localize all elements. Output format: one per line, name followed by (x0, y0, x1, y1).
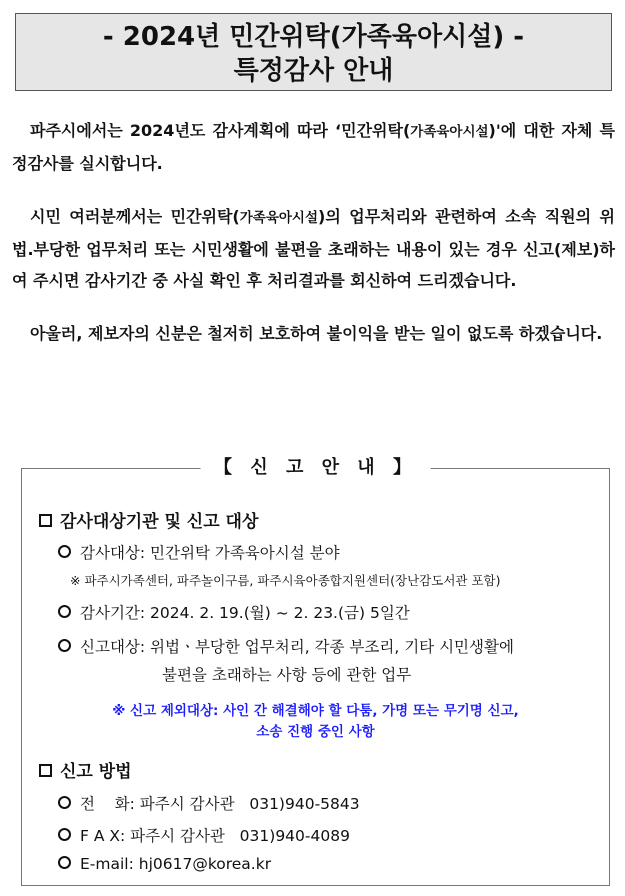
target-text: 감사대상: 민간위탁 가족육아시설 분야 (80, 544, 340, 562)
checkbox-square-icon (39, 514, 52, 527)
p2-text-c: )의 업무처리와 관련하여 소속 직원의 위법.부당한 업무처리 또는 시민생활에 불편을 초래하는 내용이 있는 경우 신고(제보)하여 주시면 감사기간 중 사실 확인 후 처리결과를 회신하여 드리겠습니다. (12, 207, 615, 290)
p2-text-a: 시민 여러분께서는 민간위탁( (30, 207, 240, 226)
target-note: ※ 파주시가족센터, 파주놀이구름, 파주시육아종합지원센터(장난감도서관 포함) (70, 573, 501, 588)
section-report-method (39, 757, 132, 782)
report-guide-box (21, 457, 610, 886)
circle-bullet-icon (58, 856, 71, 869)
item-target (58, 541, 340, 563)
section-2-label: 신고 방법 (60, 762, 132, 782)
scope-text-1: 신고대상: 위법ㆍ부당한 업무처리, 각종 부조리, 기타 시민생활에 (80, 638, 514, 656)
circle-bullet-icon (58, 828, 71, 841)
item-period (58, 601, 410, 623)
period-text: 감사기간: 2024. 2. 19.(월) ~ 2. 23.(금) 5일간 (80, 604, 410, 622)
report-guide-title: 【 신 고 안 내 】 (200, 453, 431, 479)
p1-text-a: 파주시에서는 2024년도 감사계획에 따라 ‘민간위탁( (30, 121, 411, 140)
item-scope (58, 635, 514, 657)
paragraph-3: 아울러, 제보자의 신분은 철저히 보호하여 불이익을 받는 일이 없도록 하겠습니다. (30, 324, 603, 343)
circle-bullet-icon (58, 545, 71, 558)
paragraph-1 (12, 115, 615, 179)
email-text: E-mail: hj0617@korea.kr (80, 855, 272, 873)
circle-bullet-icon (58, 605, 71, 618)
exclusion-line-1: ※ 신고 제외대상: 사인 간 해결해야 할 다툼, 가명 또는 무기명 신고, (112, 703, 519, 719)
scope-text-2: 불편을 초래하는 사항 등에 관한 업무 (162, 666, 412, 684)
fax-text: F A X: 파주시 감사관 031)940-4089 (80, 827, 350, 845)
p1-text-b: 가족육아시설 (410, 124, 489, 140)
item-phone (58, 792, 360, 814)
title-line-2: 특정감사 안내 (233, 56, 394, 86)
item-email (58, 855, 271, 873)
phone-text: 전 화: 파주시 감사관 031)940-5843 (80, 795, 360, 813)
section-1-label: 감사대상기관 및 신고 대상 (60, 512, 259, 532)
section-audit-target (39, 507, 258, 532)
p1-text-c: )'에 대한 자체 특정감사를 실시합니다. (12, 121, 615, 173)
circle-bullet-icon (58, 639, 71, 652)
exclusion-line-2: 소송 진행 중인 사항 (256, 724, 375, 740)
item-fax (58, 824, 350, 846)
title-line-1: - 2024년 민간위탁(가족육아시설) - (102, 22, 525, 52)
p2-text-b: 가족육아시설 (239, 210, 318, 226)
circle-bullet-icon (58, 796, 71, 809)
notice-body (12, 115, 615, 349)
paragraph-2 (12, 201, 615, 296)
notice-title (15, 13, 612, 91)
checkbox-square-icon (39, 764, 52, 777)
